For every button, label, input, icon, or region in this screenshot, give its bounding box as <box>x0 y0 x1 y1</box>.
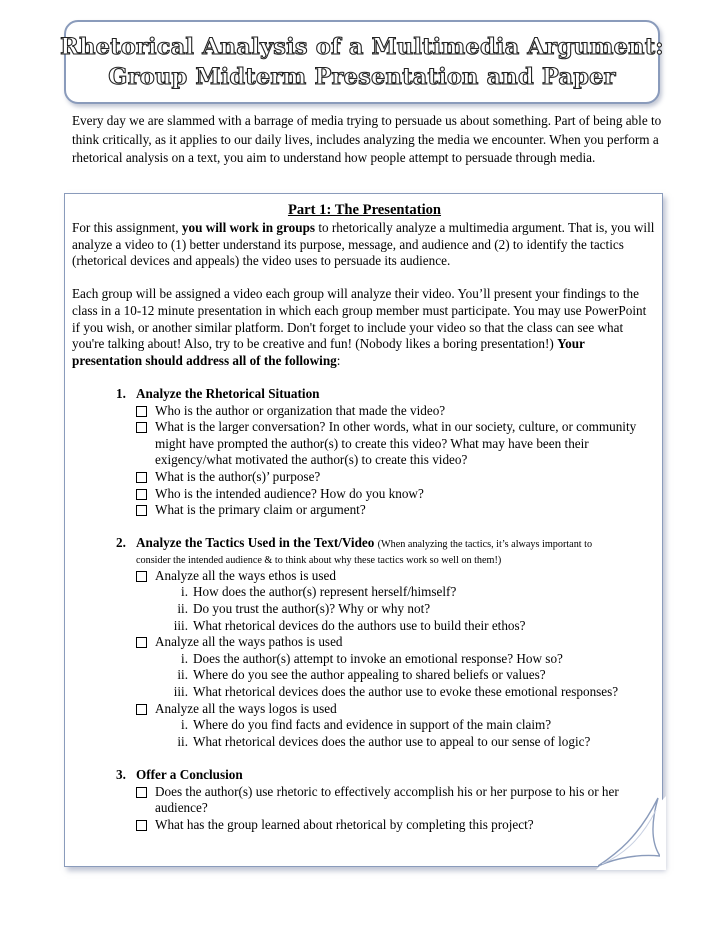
sub-item-text: Where do you find facts and evidence in support of the main claim? <box>193 717 552 733</box>
part1-heading: Part 1: The Presentation <box>287 202 442 218</box>
checklist-item-pathos <box>136 634 657 651</box>
sub-item <box>160 618 657 635</box>
checklist-item <box>136 403 657 420</box>
intro-paragraph: Every day we are slammed with a barrage of media trying to persuade us about something. Part of being able to think critically, as it applies to our daily lives, includes analyzing the media we encounter. When you perform a rhetorical analysis on a text, you aim to understand how people attempt to persuade through media. <box>72 113 662 166</box>
checklist-item <box>136 817 657 834</box>
section-3-title: Offer a Conclusion <box>136 767 243 782</box>
checklist-text: Analyze all the ways ethos is used <box>155 567 336 583</box>
roman-numeral: iii. <box>173 617 188 633</box>
sub-item <box>160 734 657 751</box>
checkbox-icon <box>136 704 147 715</box>
p1-bold: you will work in groups <box>181 220 316 235</box>
sub-item-text: Does the author(s) attempt to invoke an emotional response? How so? <box>193 650 563 666</box>
checklist-text: Who is the intended audience? How do you know? <box>155 485 424 501</box>
part1-paragraph-2 <box>72 286 657 369</box>
section-2-title: Analyze the Tactics Used in the Text/Video <box>136 535 375 551</box>
checklist-text: What is the larger conversation? In other words, what in our society, culture, or community might have prompted the author(s) to create this video? What may have been their exigency/what motivated the author(s) to create this video? <box>155 419 637 468</box>
title-line-1: Rhetorical Analysis of a Multimedia Argument: <box>60 34 664 60</box>
p1-text-b: to rhetorically analyze a multimedia argument. That is, you will analyze a video to (1) better understand its purpose, message, and audience and (2) to identify the tactics (rhetorical devices and appeals) the video uses to persuade its audience. <box>72 220 655 269</box>
checkbox-icon <box>136 571 147 582</box>
p2-text-b: : <box>336 352 341 368</box>
title-box <box>60 20 664 104</box>
sub-item-text: What rhetorical devices does the author use to appeal to our sense of logic? <box>193 733 591 749</box>
roman-numeral: i. <box>181 717 188 733</box>
checklist-text: Analyze all the ways logos is used <box>155 700 337 716</box>
checkbox-icon <box>136 787 147 798</box>
p2-text-a: Each group will be assigned a video each group will analyze their video. You’ll present your findings to the class in a 10-12 minute presentation in which each group member must participate. You may use PowerPoint if you wish, or another similar platform. Don't forget to include your video so that the class can see what you're talking about! Also, try to be creative and fun! (Nobody likes a boring presentation!) <box>72 286 647 352</box>
roman-numeral: ii. <box>177 667 188 683</box>
sub-item-text: Do you trust the author(s)? Why or why not? <box>193 601 431 617</box>
section-2-heading <box>116 535 657 554</box>
section-2-note: (When analyzing the tactics, it’s always important to <box>377 539 593 551</box>
roman-numeral: ii. <box>177 733 188 749</box>
roman-numeral: i. <box>181 584 188 600</box>
p1-text-a: For this assignment, <box>72 220 182 235</box>
checklist-item <box>136 502 657 519</box>
assignment-content <box>72 201 657 833</box>
checklist-text: What is the author(s)’ purpose? <box>155 468 321 484</box>
roman-numeral: ii. <box>177 601 188 617</box>
section-2-number: 2. <box>116 535 126 551</box>
checkbox-icon <box>136 406 147 417</box>
checklist-item <box>136 419 657 469</box>
section-2-note-cont: consider the intended audience & to think about why these tactics work so well on them!) <box>136 554 502 566</box>
section-1-title: Analyze the Rhetorical Situation <box>136 385 320 401</box>
p2-bold: Your presentation should address all of the following <box>72 336 585 368</box>
sub-item-text: What rhetorical devices do the authors use to build their ethos? <box>193 617 526 633</box>
checkbox-icon <box>136 505 147 516</box>
checklist-item-ethos <box>136 568 657 585</box>
checkbox-icon <box>136 637 147 648</box>
section-1-number: 1. <box>116 385 126 401</box>
checkbox-icon <box>136 472 147 483</box>
sub-item <box>160 651 657 668</box>
checklist-item <box>136 486 657 503</box>
sub-item <box>160 667 657 684</box>
sub-item-text: Where do you see the author appealing to shared beliefs or values? <box>193 667 546 683</box>
checklist-text: What is the primary claim or argument? <box>155 502 366 518</box>
section-1-heading <box>116 386 657 403</box>
checklist-item <box>136 784 657 817</box>
sub-item-text: What rhetorical devices does the author use to evoke these emotional responses? <box>193 684 619 700</box>
page-curl-icon <box>598 796 660 866</box>
roman-numeral: iii. <box>173 684 188 700</box>
sub-item <box>160 584 657 601</box>
roman-numeral: i. <box>181 650 188 666</box>
checklist-text: Analyze all the ways pathos is used <box>155 634 343 650</box>
sub-item-text: How does the author(s) represent herself/himself? <box>193 584 457 600</box>
checklist-text: Who is the author or organization that made the video? <box>155 402 446 418</box>
section-3-number: 3. <box>116 767 126 782</box>
section-3-heading <box>116 767 657 784</box>
checklist-item-logos <box>136 701 657 718</box>
sub-item <box>160 684 657 701</box>
checkbox-icon <box>136 820 147 831</box>
checklist-text: What has the group learned about rhetorical by completing this project? <box>155 816 534 832</box>
sub-item <box>160 717 657 734</box>
sub-item <box>160 601 657 618</box>
checkbox-icon <box>136 422 147 433</box>
checklist-text: Does the author(s) use rhetoric to effectively accomplish his or her purpose to his or her audience? <box>155 783 619 816</box>
part1-paragraph-1 <box>72 220 657 270</box>
title-line-2: Group Midterm Presentation and Paper <box>108 64 616 90</box>
checklist-item <box>136 469 657 486</box>
checkbox-icon <box>136 489 147 500</box>
